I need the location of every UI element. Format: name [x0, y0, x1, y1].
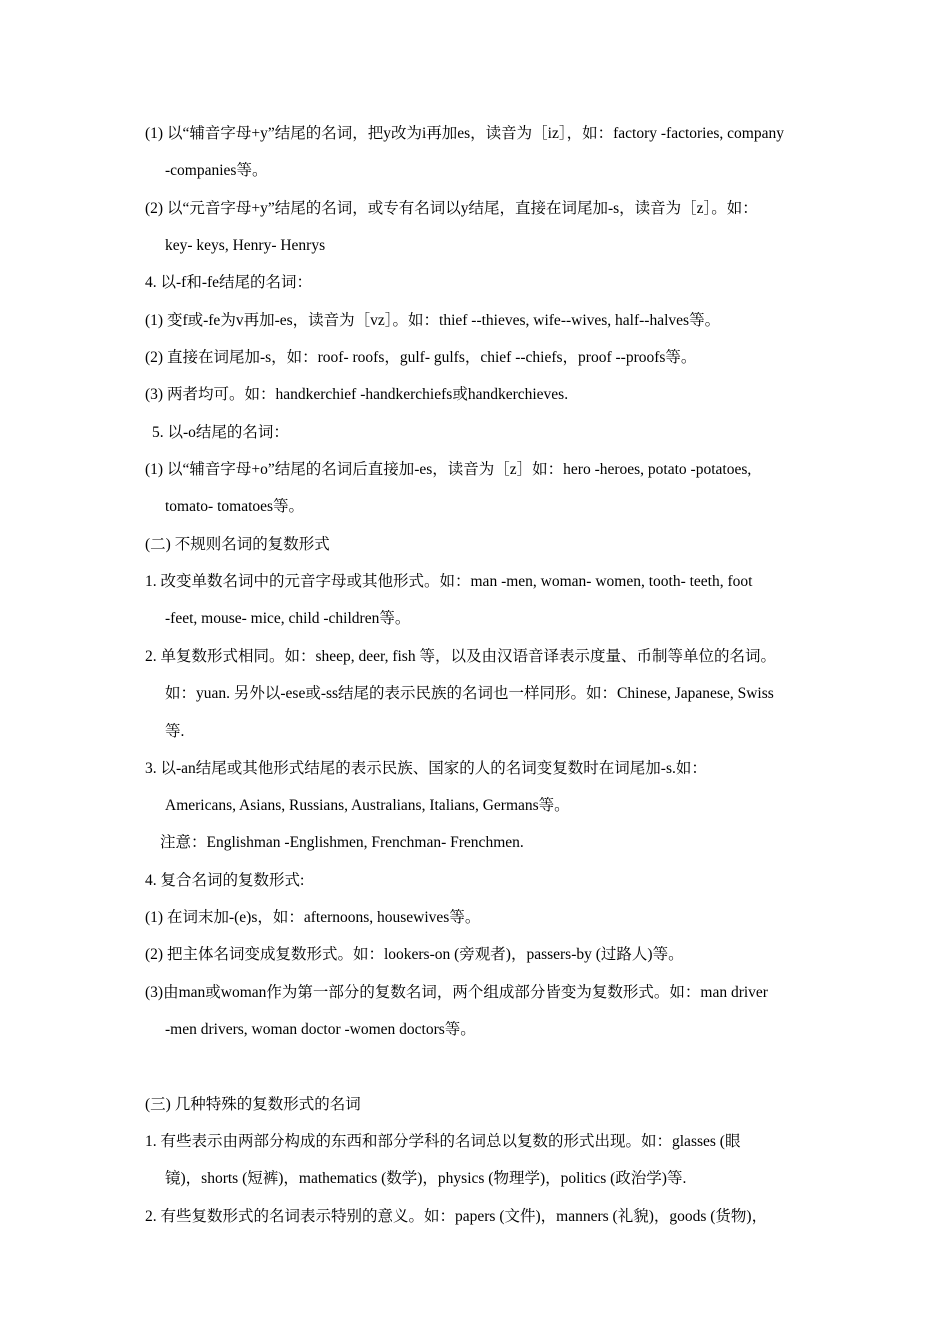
compound-3: (3)由man或woman作为第一部分的复数名词，两个组成部分皆变为复数形式。如：man driver — [145, 984, 768, 1001]
compound-2: (2) 把主体名词变成复数形式。如：lookers-on (旁观者)，passers-by (过路人)等。 — [145, 946, 684, 963]
irregular-1: 1. 改变单数名词中的元音字母或其他形式。如：man -men, woman- women, tooth- teeth, foot — [145, 573, 753, 590]
compound-heading: 4. 复合名词的复数形式: — [145, 872, 305, 889]
rule-f-fe-1: (1) 变f或-fe为v再加-es，读音为［vz］。如：thief --thieves, wife--wives, half--halves等。 — [145, 312, 721, 329]
irregular-3-note: 注意：Englishman -Englishmen, Frenchman- Frenchmen. — [160, 834, 524, 851]
irregular-3: 3. 以-an结尾或其他形式结尾的表示民族、国家的人的名词变复数时在词尾加-s.如： — [145, 760, 707, 777]
rule-y-vowel-cont: key- keys, Henry- Henrys — [165, 237, 326, 254]
rule-o-1-cont: tomato- tomatoes等。 — [165, 498, 305, 515]
section-special-plural: (三) 几种特殊的复数形式的名词 — [145, 1096, 361, 1113]
rule-y-consonant-cont: -companies等。 — [165, 162, 268, 179]
irregular-2-cont2: 等. — [165, 723, 185, 740]
heading-o: 5. 以-o结尾的名词： — [152, 424, 289, 441]
rule-y-consonant: (1) 以“辅音字母+y”结尾的名词，把y改为i再加es，读音为［iz］，如：factory -factories, company — [145, 125, 784, 142]
irregular-2: 2. 单复数形式相同。如：sheep, deer, fish 等，以及由汉语音译表示度量、币制等单位的名词。 — [145, 648, 776, 665]
rule-y-vowel: (2) 以“元音字母+y”结尾的名词，或专有名词以y结尾，直接在词尾加-s，读音为［z］。如： — [145, 200, 758, 217]
rule-f-fe-2: (2) 直接在词尾加-s，如：roof- roofs，gulf- gulfs，chief --chiefs，proof --proofs等。 — [145, 349, 697, 366]
heading-f-fe: 4. 以-f和-fe结尾的名词： — [145, 274, 313, 291]
special-1: 1. 有些表示由两部分构成的东西和部分学科的名词总以复数的形式出现。如：glasses (眼 — [145, 1133, 741, 1150]
irregular-3-cont: Americans, Asians, Russians, Australians, Italians, Germans等。 — [165, 797, 570, 814]
rule-o-1: (1) 以“辅音字母+o”结尾的名词后直接加-es，读音为［z］如：hero -heroes, potato -potatoes, — [145, 461, 752, 478]
compound-3-cont: -men drivers, woman doctor -women doctors等。 — [165, 1021, 476, 1038]
rule-f-fe-3: (3) 两者均可。如：handkerchief -handkerchiefs或handkerchieves. — [145, 386, 569, 403]
compound-1: (1) 在词末加-(e)s，如：afternoons, housewives等。 — [145, 909, 481, 926]
special-2: 2. 有些复数形式的名词表示特别的意义。如：papers (文件)，manners (礼貌)，goods (货物)， — [145, 1208, 768, 1225]
section-irregular: (二) 不规则名词的复数形式 — [145, 536, 330, 553]
special-1-cont: 镜)，shorts (短裤)，mathematics (数学)，physics (物理学)，politics (政治学)等. — [165, 1170, 687, 1187]
irregular-1-cont: -feet, mouse- mice, child -children等。 — [165, 610, 411, 627]
irregular-2-cont: 如：yuan. 另外以-ese或-ss结尾的表示民族的名词也一样同形。如：Chinese, Japanese, Swiss — [165, 685, 774, 702]
